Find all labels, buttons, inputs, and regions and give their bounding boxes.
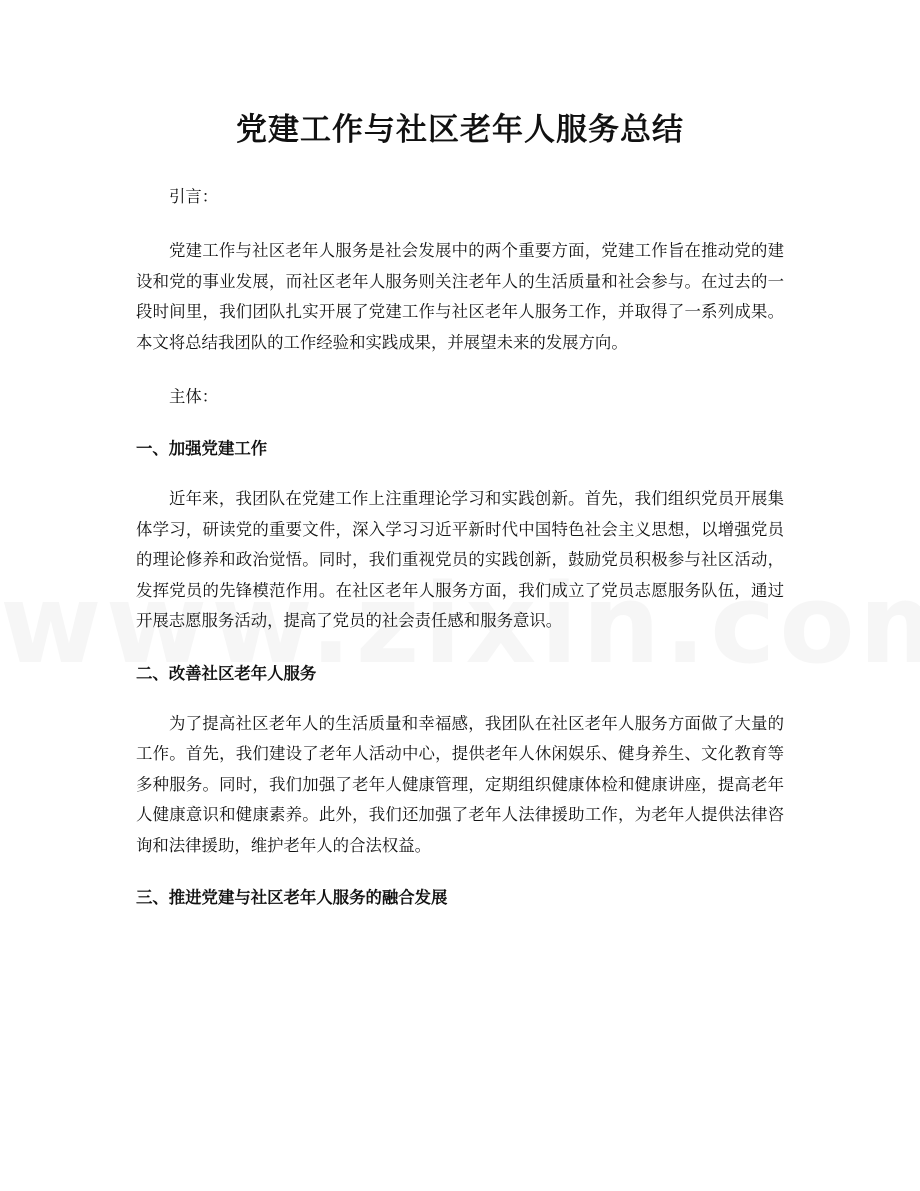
section-2-paragraph: 为了提高社区老年人的生活质量和幸福感，我团队在社区老年人服务方面做了大量的工作。首先，我们建设了老年人活动中心，提供老年人休闲娱乐、健身养生、文化教育等多种服务。同时，我们加强了老年人健康管理，定期组织健康体检和健康讲座，提高老年人健康意识和健康素养。此外，我们还加强了老年人法律援助工作，为老年人提供法律咨询和法律援助，维护老年人的合法权益。 — [136, 713, 784, 855]
document-body — [136, 182, 784, 913]
section-1-heading: 一、加强党建工作 — [136, 439, 268, 458]
section-1-paragraph: 近年来，我团队在党建工作上注重理论学习和实践创新。首先，我们组织党员开展集体学习，研读党的重要文件，深入学习习近平新时代中国特色社会主义思想，以增强党员的理论修养和政治觉悟。同时，我们重视党员的实践创新，鼓励党员积极参与社区活动，发挥党员的先锋模范作用。在社区老年人服务方面，我们成立了党员志愿服务队伍，通过开展志愿服务活动，提高了党员的社会责任感和服务意识。 — [136, 489, 784, 630]
body-label: 主体： — [169, 387, 219, 406]
section-2-heading: 二、改善社区老年人服务 — [136, 663, 317, 683]
document-title: 党建工作与社区老年人服务总结 — [236, 112, 684, 148]
intro-paragraph: 党建工作与社区老年人服务是社会发展中的两个重要方面，党建工作旨在推动党的建设和党的事业发展，而社区老年人服务则关注老年人的生活质量和社会参与。在过去的一段时间里，我们团队扎实开展了党建工作与社区老年人服务工作，并取得了一系列成果。本文将总结我团队的工作经验和实践成果，并展望未来的发展方向。 — [136, 241, 784, 352]
section-3-heading: 三、推进党建与社区老年人服务的融合发展 — [136, 888, 448, 907]
intro-label: 引言： — [169, 187, 219, 206]
